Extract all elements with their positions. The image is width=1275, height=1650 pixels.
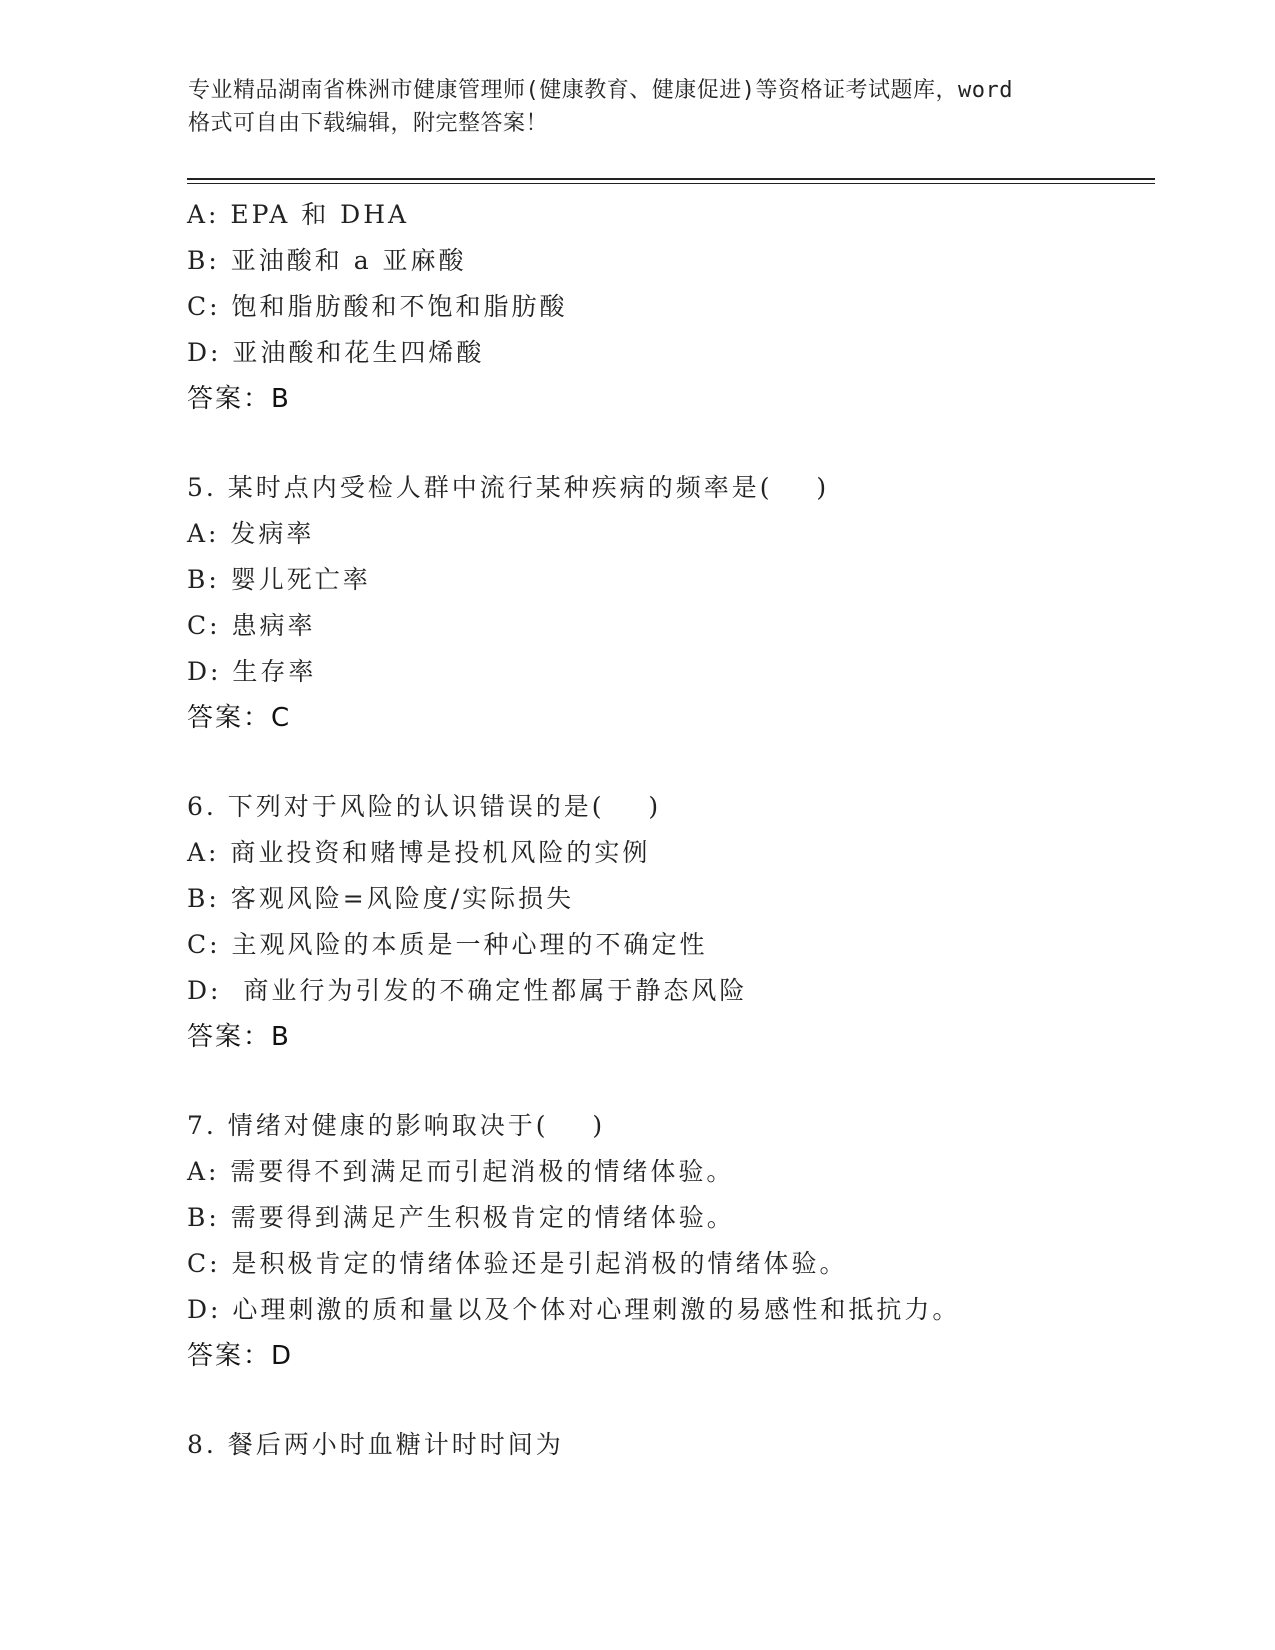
option-a: A: 发病率 xyxy=(187,519,315,548)
answer-label: 答案：D xyxy=(187,1341,294,1371)
question-text: 5. 某时点内受检人群中流行某种疾病的频率是( ) xyxy=(187,473,830,502)
option-c: C: 饱和脂肪酸和不饱和脂肪酸 xyxy=(187,292,568,321)
header-divider-thin xyxy=(187,183,1155,184)
question-5 xyxy=(187,465,1147,741)
question-text: 6. 下列对于风险的认识错误的是( ) xyxy=(187,792,662,821)
option-a: A: 需要得不到满足而引起消极的情绪体验。 xyxy=(187,1157,735,1186)
question-4-continuation xyxy=(187,192,1147,422)
option-d: D: 亚油酸和花生四烯酸 xyxy=(187,338,485,367)
option-a: A: 商业投资和赌博是投机风险的实例 xyxy=(187,838,651,867)
option-b: B: 亚油酸和 a 亚麻酸 xyxy=(187,246,467,275)
question-6 xyxy=(187,784,1147,1060)
header-line-2: 格式可自由下载编辑，附完整答案！ xyxy=(188,111,549,136)
question-text: 7. 情绪对健康的影响取决于( ) xyxy=(187,1111,606,1140)
option-d: D: 商业行为引发的不确定性都属于静态风险 xyxy=(187,976,748,1005)
option-b: B: 婴儿死亡率 xyxy=(187,565,371,594)
option-d: D: 生存率 xyxy=(187,657,317,686)
question-text: 8. 餐后两小时血糖计时时间为 xyxy=(187,1430,564,1459)
answer-label: 答案：C xyxy=(187,703,292,733)
document-header xyxy=(188,74,1088,140)
option-b: B: 需要得到满足产生积极肯定的情绪体验。 xyxy=(187,1203,735,1232)
answer-label: 答案：B xyxy=(187,1022,291,1052)
option-c: C: 是积极肯定的情绪体验还是引起消极的情绪体验。 xyxy=(187,1249,848,1278)
answer-label: 答案：B xyxy=(187,384,291,414)
header-divider-thick xyxy=(187,178,1155,180)
option-a: A: EPA 和 DHA xyxy=(187,200,410,229)
question-7 xyxy=(187,1103,1147,1379)
question-8 xyxy=(187,1422,1147,1468)
option-c: C: 患病率 xyxy=(187,611,316,640)
option-b: B: 客观风险=风险度/实际损失 xyxy=(187,884,575,913)
option-d: D: 心理刺激的质和量以及个体对心理刺激的易感性和抵抗力。 xyxy=(187,1295,961,1324)
header-line-1: 专业精品湖南省株洲市健康管理师(健康教育、健康促进)等资格证考试题库，word xyxy=(188,78,1013,103)
question-list xyxy=(187,192,1147,1468)
option-c: C: 主观风险的本质是一种心理的不确定性 xyxy=(187,930,708,959)
